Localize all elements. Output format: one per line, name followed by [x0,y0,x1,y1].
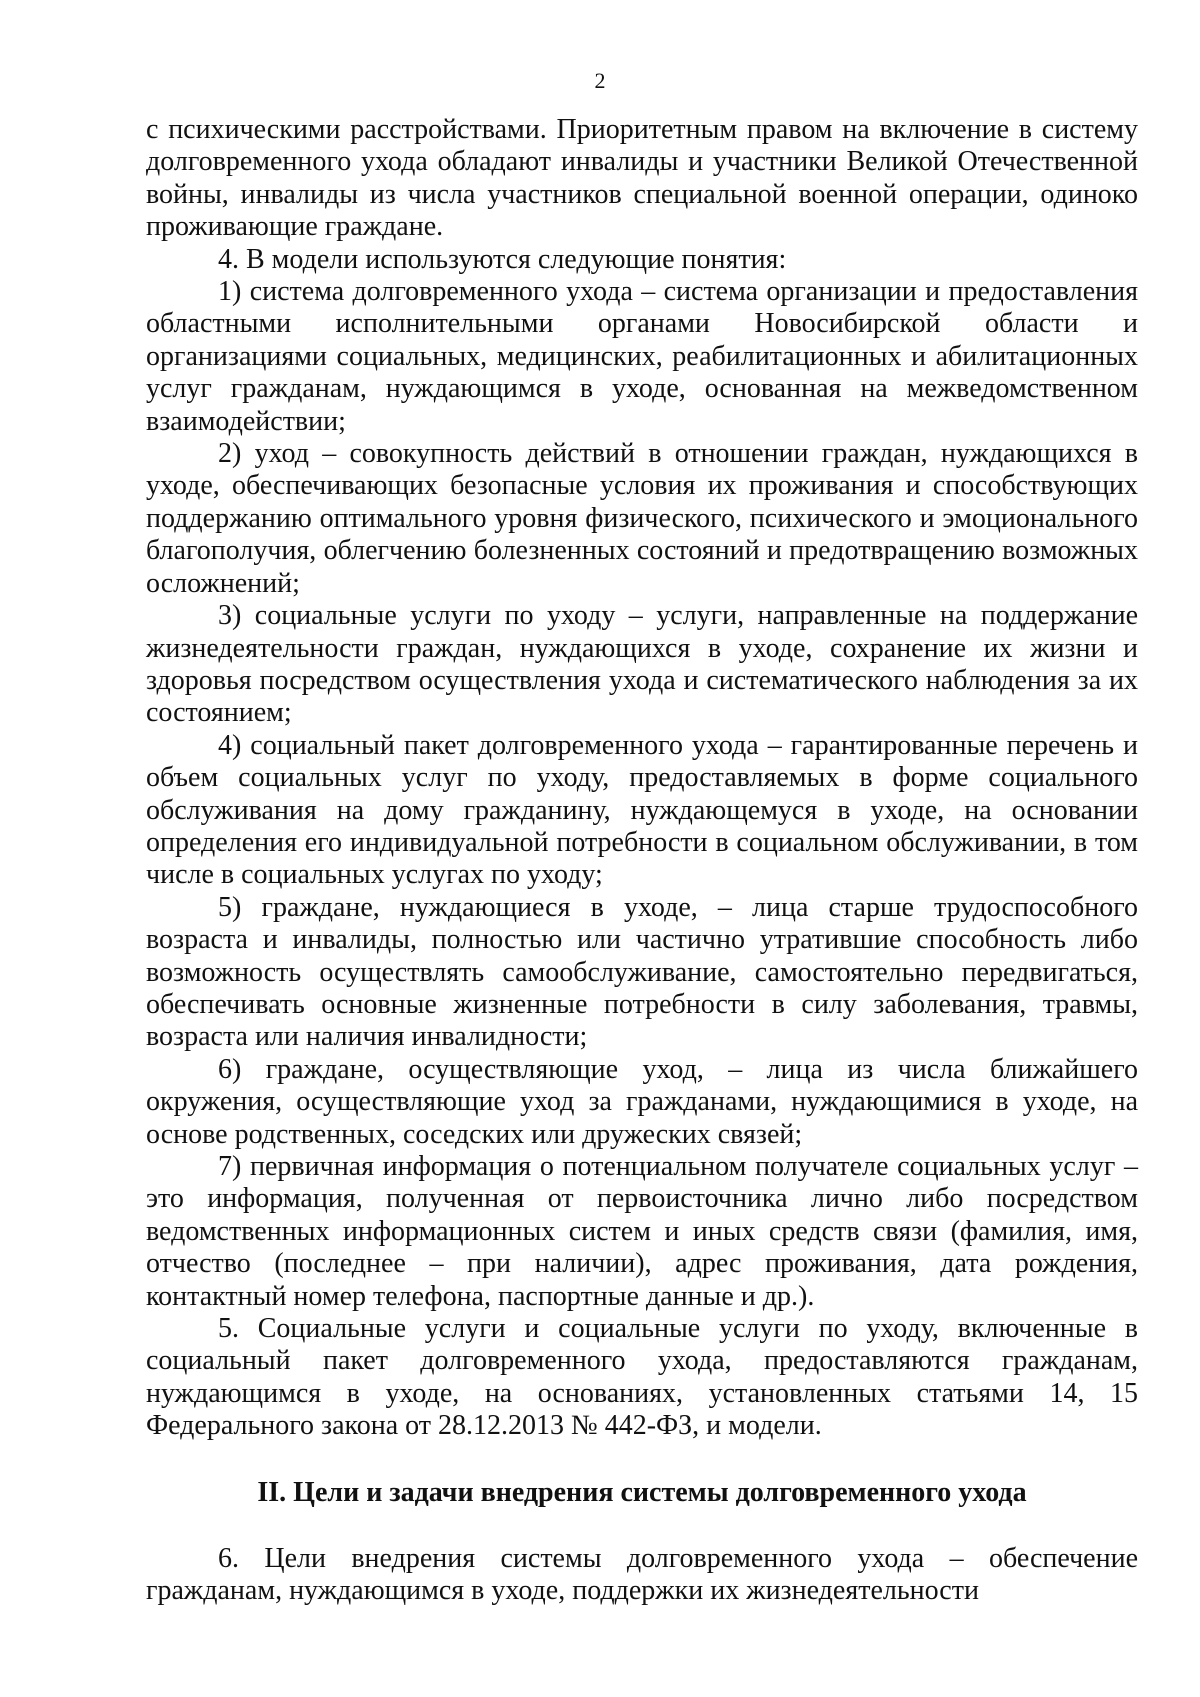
page-number: 2 [594,68,606,93]
paragraph-continuation: с психическими расстройствами. Приоритетным правом на включение в систему долговременного ухода обладают инвалиды и участники Великой Отечественной войны, инвалиды из числа участников специальной военной операции, одиноко проживающие граждане. [146,114,1138,243]
definition-7-primary-information: 7) первичная информация о потенциальном получателе социальных услуг – это информация, полученная от первоисточника лично либо посредством ведомственных информационных систем и иных средств связи (фамилия, имя, отчество (последнее – при наличии), адрес проживания, дата рождения, контактный номер телефона, паспортные данные и др.). [146,1151,1138,1312]
definition-1-long-term-care-system: 1) система долговременного ухода – система организации и предоставления областными исполнительными органами Новосибирской области и организациями социальных, медицинских, реабилитационных и абилитационных услуг гражданам, нуждающимся в уходе, основанная на межведомственном взаимодействии; [146,276,1138,437]
paragraph-item-6: 6. Цели внедрения системы долговременного ухода – обеспечение гражданам, нуждающимся в уходе, поддержки их жизнедеятельности [146,1543,1138,1607]
paragraph-item-5: 5. Социальные услуги и социальные услуги по уходу, включенные в социальный пакет долговременного ухода, предоставляются гражданам, нуждающимся в уходе, на основаниях, установленных статьями 14, 15 Федерального закона от 28.12.2013 № 442-ФЗ, и модели. [146,1313,1138,1442]
definition-6-citizens-providing-care: 6) граждане, осуществляющие уход, – лица из числа ближайшего окружения, осуществляющие уход за гражданами, нуждающимися в уходе, на основе родственных, соседских или дружеских связей; [146,1053,1138,1150]
definition-2-care: 2) уход – совокупность действий в отношении граждан, нуждающихся в уходе, обеспечивающих безопасные условия их проживания и способствующих поддержанию оптимального уровня физического, психического и эмоционального благополучия, облегчению болезненных состояний и предотвращению возможных осложнений; [146,438,1138,599]
document-body [146,114,1138,1608]
section-heading: II. Цели и задачи внедрения системы долговременного ухода [257,1476,1027,1508]
definition-3-care-social-services: 3) социальные услуги по уходу – услуги, направленные на поддержание жизнедеятельности граждан, нуждающихся в уходе, сохранение их жизни и здоровья посредством осуществления ухода и систематического наблюдения за их состоянием; [146,600,1138,729]
paragraph-item-4: 4. В модели используются следующие понятия: [218,243,787,275]
definition-5-citizens-needing-care: 5) граждане, нуждающиеся в уходе, – лица старше трудоспособного возраста и инвалиды, полностью или частично утратившие способность либо возможность осуществлять самообслуживание, самостоятельно передвигаться, обеспечивать основные жизненные потребности в силу заболевания, травмы, возраста или наличия инвалидности; [146,891,1138,1053]
definition-4-social-package: 4) социальный пакет долговременного ухода – гарантированные перечень и объем социальных услуг по уходу, предоставляемых в форме социального обслуживания на дому гражданину, нуждающемуся в уходе, на основании определения его индивидуальной потребности в социальном обслуживании, в том числе в социальных услугах по уходу; [146,729,1138,891]
